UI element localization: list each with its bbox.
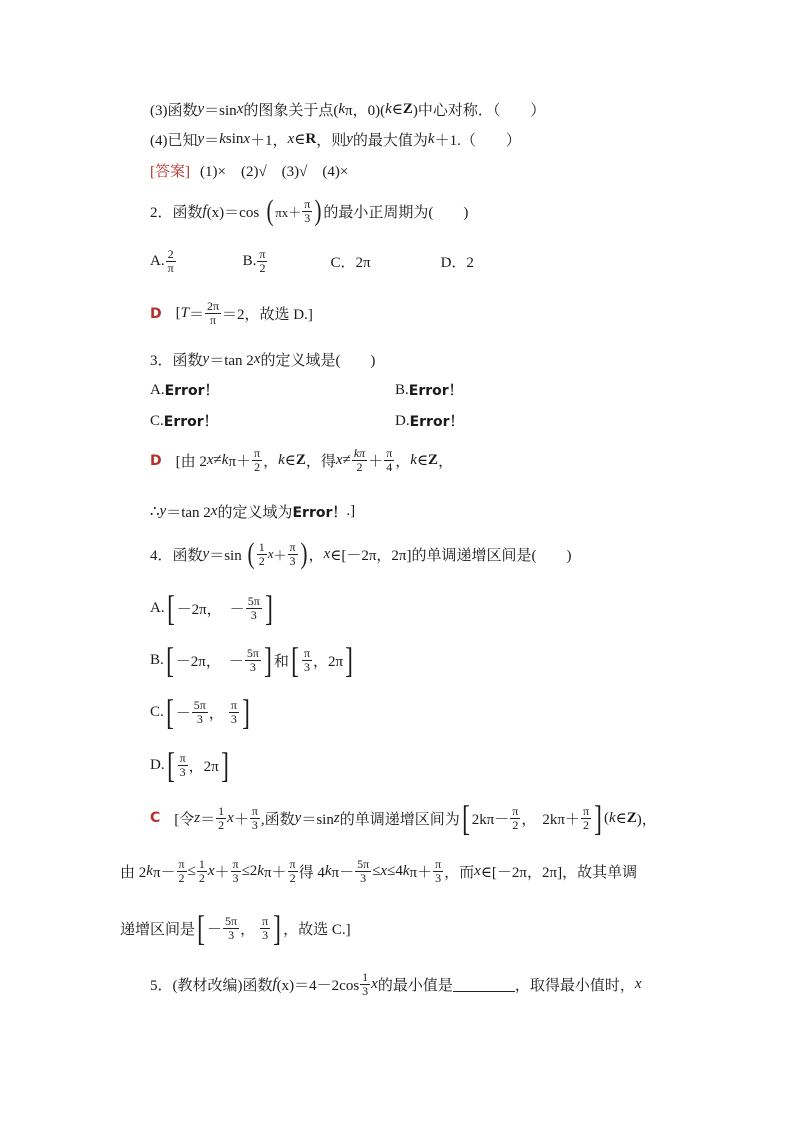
var-x: x [267,546,274,561]
numerator: π [582,803,589,818]
set-z: Z [402,101,413,117]
option-a-fraction [166,248,176,275]
text: － [175,705,191,722]
denominator: 3 [360,871,367,885]
option-b-label: B. [150,651,164,668]
question-4-option-a [150,588,275,628]
fraction [581,805,591,832]
question-2-options [150,248,474,275]
fraction [355,858,371,885]
var-y: y [346,131,353,147]
var-x: x [323,545,331,562]
numerator: 5π [246,645,259,660]
text: － [228,653,244,670]
var-k: k [324,863,332,879]
text: ，2π [188,758,219,775]
text: )， [636,811,657,828]
var-x: x [253,351,261,367]
text: ＝sin [204,103,237,119]
denominator: 3 [196,711,203,726]
text: 得 4 [298,865,325,881]
fraction [245,647,261,674]
fraction [223,915,239,942]
fraction [177,858,187,885]
fraction [510,805,520,832]
numerator: 1 [258,539,265,554]
text: 的最大值为 [352,133,428,149]
statement-4 [150,129,521,150]
denominator: 2 [356,460,363,474]
question-2 [150,196,468,226]
fraction [231,858,241,885]
bracket-right: ] [264,588,273,628]
text: －2π， [176,601,222,618]
text: πx＋ [275,204,302,220]
var-z: z [333,809,340,826]
text: ,函数 [260,811,295,828]
error-text: Error！ [409,414,464,430]
fraction [229,699,239,726]
denominator: π [167,261,174,275]
question-3-answer [150,447,453,474]
text: ， [521,811,537,828]
text: π＋ [228,454,252,470]
text: 的最小正周期为( ) [323,204,469,221]
error-text: Error！ [163,414,218,430]
option-a-label: A. [150,381,165,398]
fraction [433,858,443,885]
denominator: 3 [230,711,237,726]
numerator: π [512,803,519,818]
set-z: Z [626,809,637,826]
question-4 [150,539,571,569]
var-x: x [474,863,481,879]
text: π＋ [263,865,287,881]
text: ＝ [204,133,220,149]
bracket-right: ] [345,640,353,680]
text: 的定义域为 [217,505,293,521]
text: ＝ [200,811,216,828]
text: 的单调递增区间为 [339,811,460,828]
var-y: y [159,503,167,519]
var-t: T [180,305,189,321]
bracket-left: [ [291,640,299,680]
text: 2kπ－ [471,811,510,828]
var-x: x [335,452,343,468]
option-b-row [395,380,463,400]
bracket-right: ] [242,692,250,732]
text: ， [308,547,324,564]
fraction [192,699,208,726]
question-4-option-c [150,692,252,732]
var-x: x [380,863,388,879]
numerator: 5π [247,593,260,608]
text: [令 [174,811,195,828]
text: ≤ [187,863,196,879]
text: ≤ [372,863,381,879]
var-y: y [197,131,205,147]
numerator: 5π [357,857,370,871]
question-4-option-d [150,745,231,785]
text: [ [175,305,181,321]
text: ＋ [368,454,384,470]
numerator: π [303,645,310,660]
answer-blank[interactable] [453,977,515,992]
paren-left: ( [266,194,274,227]
fraction [216,805,226,832]
set-z: Z [295,452,306,468]
numerator: 2π [206,299,220,313]
question-4-answer-line-3 [120,908,351,948]
bracket-left: [ [165,692,174,732]
question-4-answer-line-2 [120,858,637,885]
paren-left: ( [247,537,255,570]
text: ＝tan 2 [166,505,211,521]
var-f: f [272,976,277,992]
bracket-left: [ [166,588,175,628]
numerator: π [178,857,185,871]
var-k: k [427,131,435,147]
denominator: 2 [218,817,225,832]
text: ＝sin [209,547,242,564]
fraction [288,541,298,568]
denominator: 3 [228,927,235,942]
option-c-label: C. [150,412,164,429]
fraction [384,447,394,474]
numerator: π [179,750,186,765]
paren-right: ) [300,537,308,570]
var-x: x [634,976,642,992]
option-d-label: D. [395,412,410,429]
text: ，而 [444,865,475,881]
text: ，则 [316,133,347,149]
numerator: π [254,446,261,460]
text: (3)函数 [150,103,198,119]
error-text: Error！ [408,383,463,399]
denominator: π [209,313,217,327]
denominator: 3 [250,607,257,622]
var-z: z [194,809,201,826]
text: sin [225,131,244,147]
text: ＋ [273,547,287,563]
fraction [178,752,188,779]
text: ≤2 [241,863,258,879]
var-y: y [294,809,302,826]
text: ∈ [294,132,306,148]
question-5 [150,971,642,998]
numerator: π [230,697,237,712]
text: ， [240,921,256,938]
var-y: y [202,545,210,562]
text: 5．(教材改编)函数 [150,978,273,994]
fraction [302,198,312,225]
denominator: 2 [258,553,265,568]
text: ＋ [233,811,249,828]
denominator: 2 [512,817,519,832]
error-text: Error！ [292,504,347,521]
numerator: 5π [193,697,206,712]
option-a-label: A. [150,253,165,269]
option-c-row [150,411,218,431]
text: (x)＝cos [206,204,260,221]
option-b-fraction [257,248,267,275]
var-x: x [210,503,218,519]
bracket-right: ] [594,798,602,838]
var-k: k [338,101,346,117]
denominator: 2 [198,871,205,885]
option-d: D．2 [440,255,474,271]
bracket-left: [ [165,640,174,680]
fraction [260,915,270,942]
var-k: k [146,863,153,879]
text: 2kπ＋ [542,811,580,828]
answer-tag: [答案] [150,164,190,180]
text: ， [395,454,411,470]
text: 和 [273,653,289,670]
numerator: 1 [198,857,205,871]
text: － [229,601,245,618]
text: 的图象关于点( [243,103,339,119]
numerator: π [232,857,239,871]
fraction [252,447,262,474]
text: π－ [331,865,355,881]
denominator: 3 [249,659,256,674]
numerator: 5π [225,913,238,928]
fraction [302,647,312,674]
text: ≤4 [387,863,403,879]
bracket-right: ] [264,640,272,680]
bracket-left: [ [166,745,175,785]
numerator: π [289,857,296,871]
option-d-label: D. [150,756,165,773]
denominator: 3 [435,871,442,885]
denominator: 2 [259,261,266,275]
answer-letter: C [150,810,161,826]
text: ＋ [214,865,230,881]
fraction [360,971,370,998]
text: 2．函数 [150,204,203,221]
text: ＋1， [250,133,288,149]
numerator: π [259,247,266,261]
text: ＝sin [301,811,334,828]
var-k: k [257,863,264,879]
text: )中心对称．（ ） [412,103,546,119]
text: 3．函数 [150,353,203,369]
denominator: 3 [303,659,310,674]
numerator: 1 [218,803,225,818]
text: ∈ [391,102,403,118]
fraction [250,805,260,832]
numerator: π [289,539,296,554]
bracket-left: [ [197,908,205,948]
text: ∴ [150,504,160,520]
fraction [288,858,298,885]
text: ∈ [284,453,296,469]
text: ≠ [342,452,351,468]
answer-letter: D [150,452,162,469]
text: ≠ [213,452,222,468]
answer-text: (1)× (2)√ (3)√ (4)× [200,164,349,180]
text: 递增区间是 [120,921,196,938]
var-k: k [385,101,392,117]
bracket-left: [ [461,798,470,838]
numerator: 1 [362,970,369,984]
denominator: 3 [232,871,239,885]
question-3-answer-line-2 [150,501,355,522]
denominator: 2 [289,871,296,885]
numerator: kπ [353,446,366,460]
var-f: f [202,202,207,219]
var-k: k [219,131,226,147]
text: ∈ [615,810,627,827]
text: ＝ [188,307,204,323]
text: 的最小值是 [377,978,453,994]
var-x: x [287,131,295,147]
paren-right: ) [314,194,322,227]
var-x: x [243,131,251,147]
text: ＝tan 2 [209,353,254,369]
var-x: x [207,863,215,879]
question-3 [150,349,375,370]
text: ( [604,809,609,826]
fraction [246,595,262,622]
option-a-row [150,380,219,400]
text: ，得 [305,454,336,470]
statement-3 [150,99,545,120]
text: ， [208,705,224,722]
denominator: 3 [179,764,186,779]
fraction [205,300,221,327]
var-x: x [371,976,378,992]
var-y: y [197,101,205,117]
option-a-label: A. [150,599,165,616]
denominator: 3 [304,210,311,225]
option-c: C．2π [330,255,371,271]
option-b-label: B. [242,253,257,269]
numerator: 2 [167,247,174,261]
question-4-option-b [150,640,355,680]
var-x: x [206,452,214,468]
denominator: 3 [362,984,369,998]
text: 4．函数 [150,547,203,564]
error-text: Error！ [164,383,219,399]
numerator: π [262,913,269,928]
text: －2π， [175,653,221,670]
text: ＝2，故选 D.] [222,307,313,323]
text: [由 2 [175,454,207,470]
text: ， [438,454,454,470]
var-k: k [410,452,417,468]
set-z: Z [428,452,439,468]
set-r: R [305,131,317,147]
var-y: y [202,351,210,367]
var-k: k [609,809,616,826]
var-x: x [236,101,244,117]
text: ∈[－2π，2π]的单调递增区间是( ) [330,547,572,564]
numerator: π [251,803,258,818]
var-k: k [402,863,410,879]
text: (x)＝4－2cos [276,978,360,994]
text: ＋1.（ ） [434,133,521,149]
fraction [197,858,207,885]
denominator: 2 [178,871,185,885]
denominator: 2 [582,817,589,832]
answer-letter: D [150,305,162,322]
numerator: π [386,446,393,460]
fraction [352,447,367,474]
var-k: k [221,452,229,468]
question-4-answer-line-1 [150,798,657,838]
bracket-right: ] [273,908,282,948]
text: π－ [152,865,176,881]
text: π，0)( [345,103,386,119]
denominator: 4 [386,460,393,474]
text: ，2π [313,653,344,670]
text: (4)已知 [150,133,198,149]
denominator: 3 [262,927,269,942]
bracket-right: ] [220,745,229,785]
text: ∈[－2π，2π]，故其单调 [480,865,638,881]
var-x: x [227,809,234,826]
text: 由 2 [120,865,147,881]
option-b-label: B. [395,381,409,398]
var-k: k [278,452,285,468]
numerator: π [304,196,311,211]
denominator: 2 [254,460,261,474]
numerator: π [435,857,442,871]
text: π＋ [409,865,433,881]
question-2-answer [150,300,313,327]
option-d-row [395,411,464,431]
text: － [207,921,223,938]
text: .] [346,503,356,519]
text: ，取得最小值时， [514,978,635,994]
fraction [257,541,267,568]
text: 的定义域是( ) [260,353,376,369]
text: ，故选 C.] [283,921,351,938]
answer-line-1 [150,160,348,181]
denominator: 3 [251,817,258,832]
option-c-label: C. [150,703,164,720]
text: ， [263,454,279,470]
denominator: 3 [289,553,296,568]
text: ∈ [416,453,429,469]
